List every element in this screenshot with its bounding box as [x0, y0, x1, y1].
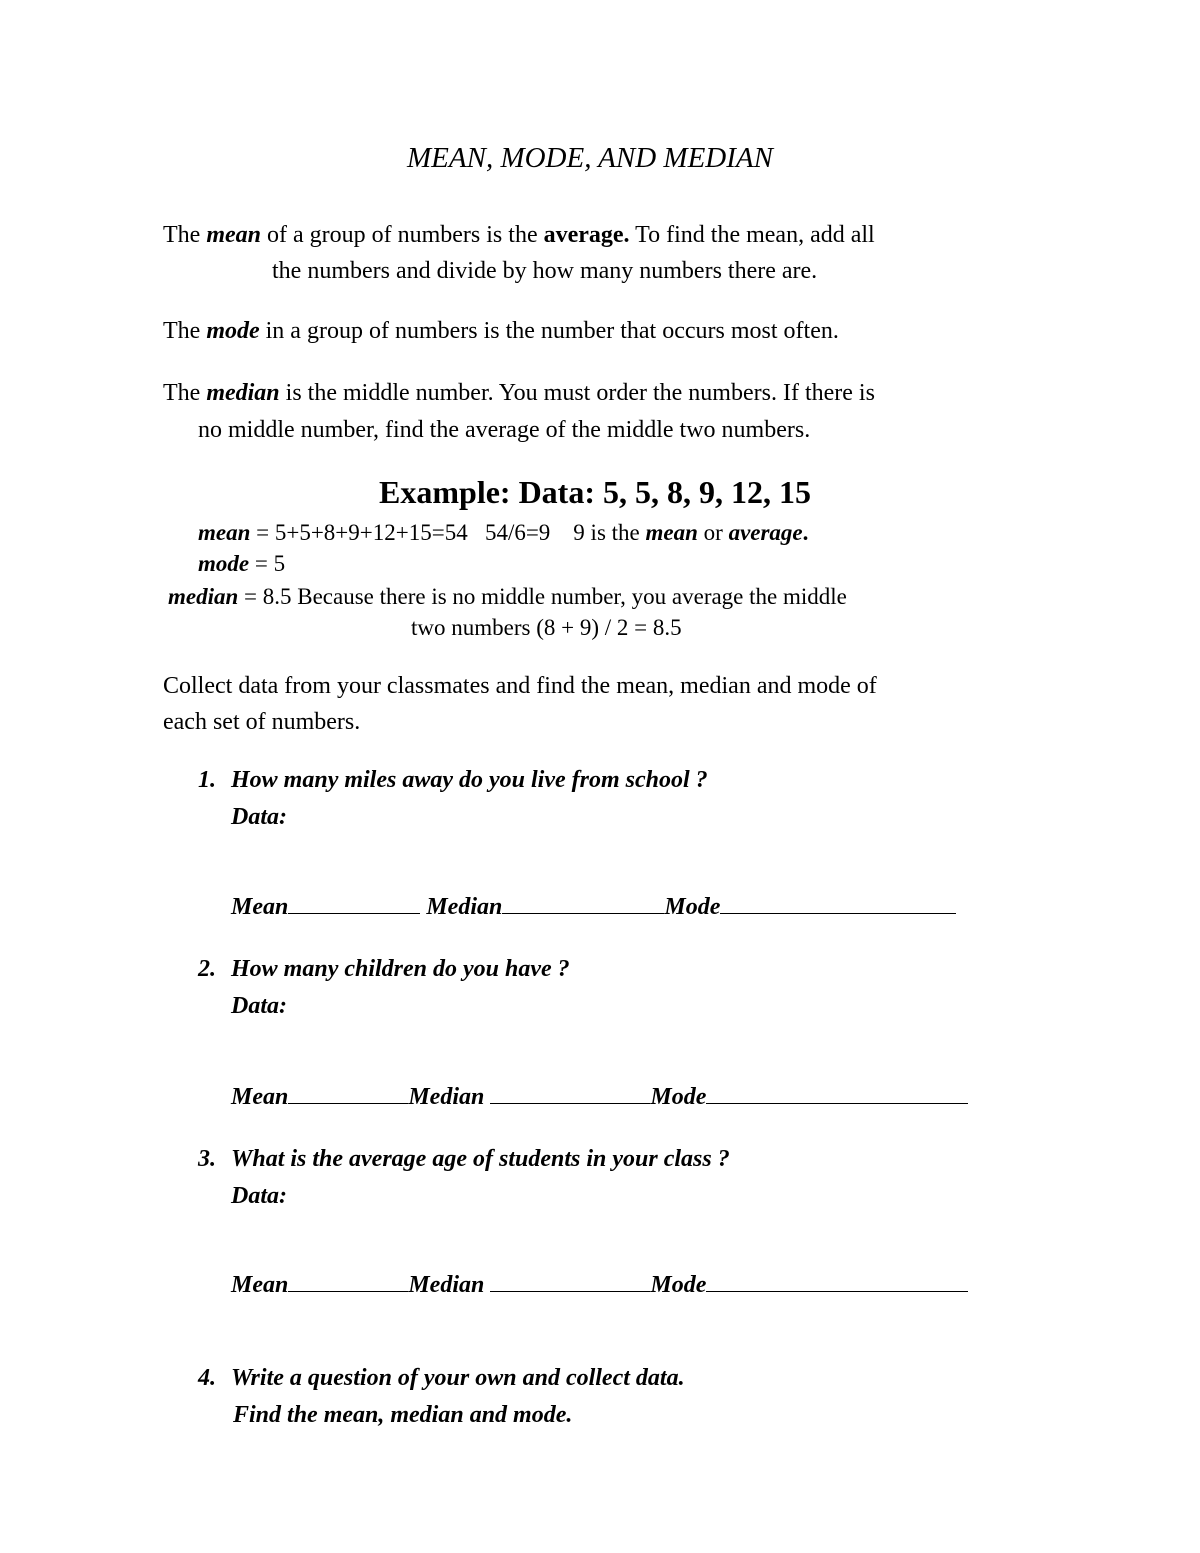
page-title: MEAN, MODE, AND MEDIAN — [407, 142, 773, 174]
question-4-line2: Find the mean, median and mode. — [233, 1402, 573, 1428]
q1-mode-blank[interactable] — [720, 893, 956, 914]
instructions-line2: each set of numbers. — [163, 709, 361, 735]
median-definition-line2: no middle number, find the average of the middle two numbers. — [198, 417, 811, 443]
q3-mean-blank[interactable] — [288, 1271, 408, 1292]
mean-definition: The mean of a group of numbers is the average. To find the mean, add all — [163, 222, 875, 248]
median-term: median — [206, 380, 280, 406]
question-1-answers: Mean Median Mode — [231, 893, 956, 921]
question-2-answers: Mean Median Mode — [231, 1083, 968, 1111]
q1-median-blank[interactable] — [502, 893, 664, 914]
mode-definition: The mode in a group of numbers is the number that occurs most often. — [163, 318, 839, 344]
average-term: average. — [543, 222, 630, 248]
q3-mode-blank[interactable] — [706, 1271, 968, 1292]
q2-mean-blank[interactable] — [288, 1083, 408, 1104]
question-1-data-label: Data: — [231, 804, 287, 830]
question-3-data-label: Data: — [231, 1183, 287, 1209]
q2-mode-blank[interactable] — [706, 1083, 968, 1104]
mean-definition-line2: the numbers and divide by how many numbers there are. — [272, 258, 818, 284]
q2-median-blank[interactable] — [490, 1083, 650, 1104]
median-definition: The median is the middle number. You must order the numbers. If there is — [163, 380, 875, 406]
q1-mean-blank[interactable] — [288, 893, 420, 914]
question-3: 3. What is the average age of students in your class ? — [198, 1146, 730, 1172]
question-2: 2. How many children do you have ? — [198, 956, 570, 982]
example-median-line: median = 8.5 Because there is no middle number, you average the middle — [168, 584, 847, 609]
mode-term: mode — [206, 318, 260, 344]
instructions-line1: Collect data from your classmates and find the mean, median and mode of — [163, 673, 877, 699]
question-3-answers: Mean Median Mode — [231, 1271, 968, 1299]
question-1: 1. How many miles away do you live from school ? — [198, 767, 708, 793]
question-4: 4. Write a question of your own and collect data. — [198, 1365, 685, 1391]
question-2-data-label: Data: — [231, 993, 287, 1019]
example-heading: Example: Data: 5, 5, 8, 9, 12, 15 — [379, 474, 811, 510]
example-median-line2: two numbers (8 + 9) / 2 = 8.5 — [411, 615, 682, 640]
mean-term: mean — [206, 222, 261, 248]
example-mode-line: mode = 5 — [198, 551, 286, 576]
q3-median-blank[interactable] — [490, 1271, 650, 1292]
example-mean-line: mean = 5+5+8+9+12+15=54 54/6=9 9 is the mean or average. — [198, 520, 809, 545]
